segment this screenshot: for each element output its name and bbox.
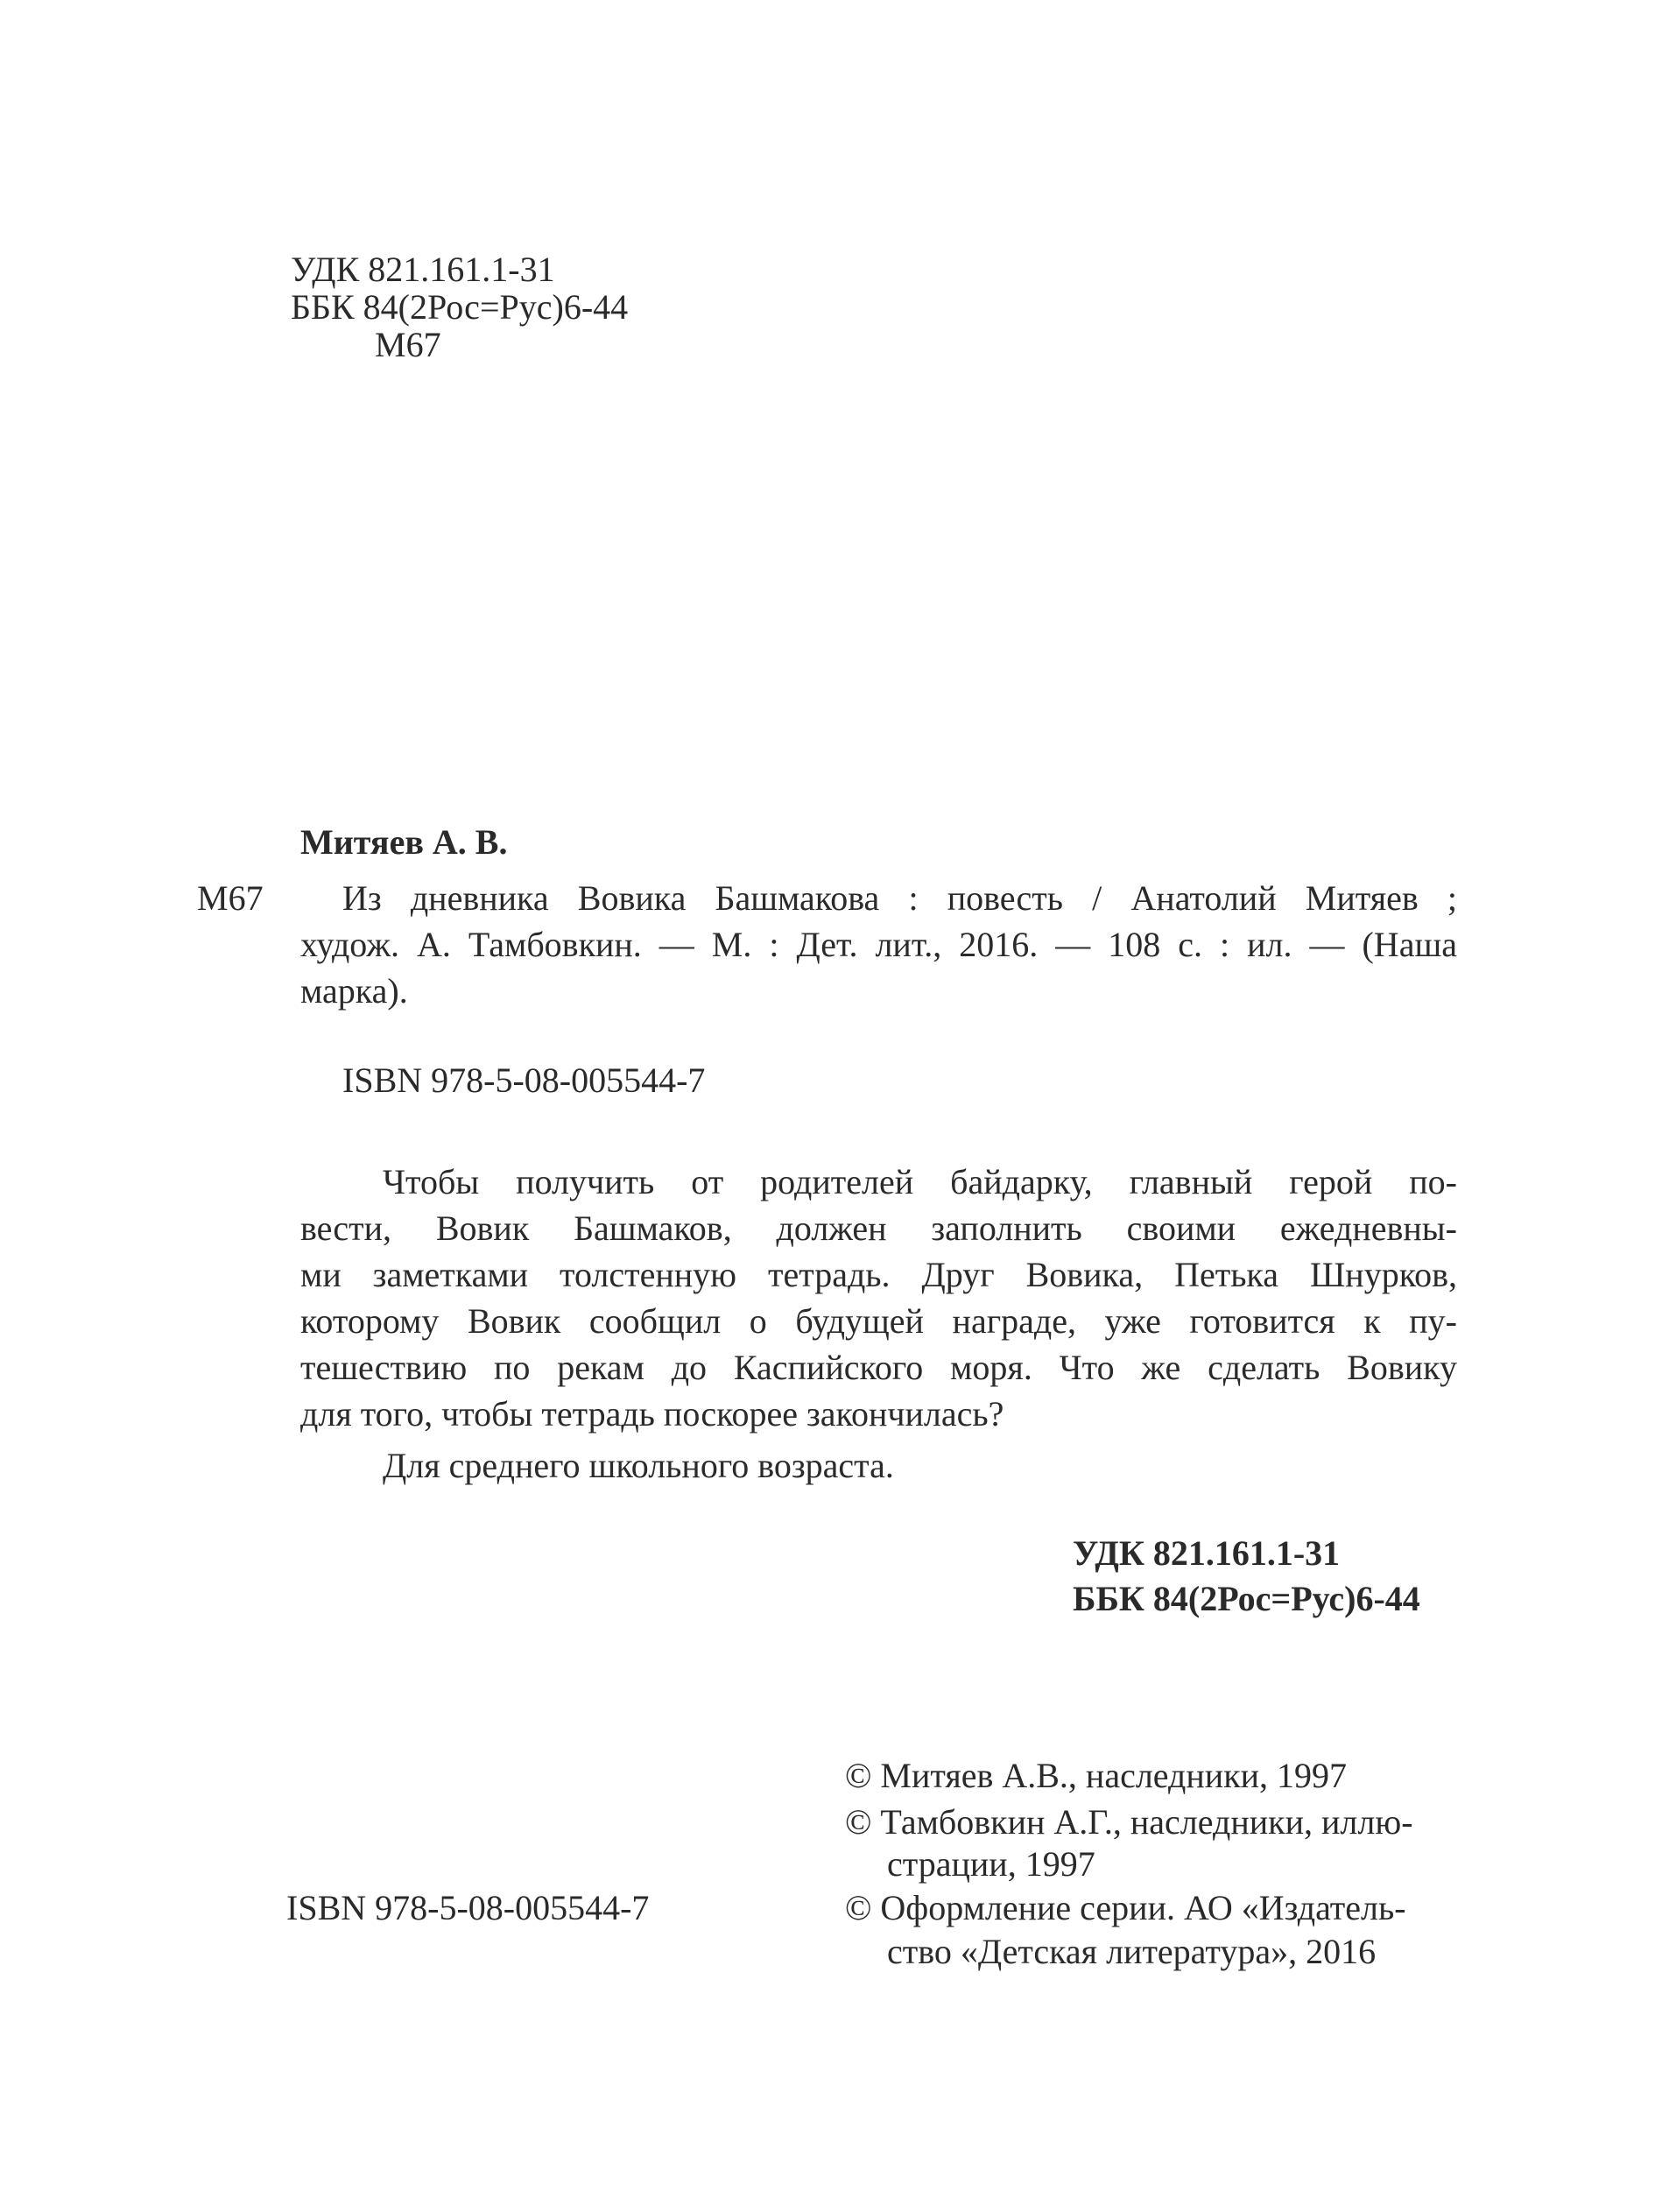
card-udk: УДК 821.161.1-31 [1073, 1533, 1341, 1573]
copyright-line-2: © Тамбовкин А.Г., наследники, иллю- [845, 1802, 1413, 1842]
card-author-mark: М67 [197, 878, 264, 918]
copyright-line-4: © Оформление серии. АО «Издатель- [845, 1888, 1406, 1927]
annotation-line-3: ми заметками толстенную тетрадь. Друг Вовика, Петька Шнурков, [300, 1255, 1457, 1294]
annotation-line-4: которому Вовик сообщил о будущей награде, уже готовится к пу- [300, 1301, 1457, 1341]
card-bib-line-3: марка). [300, 971, 408, 1011]
annotation-line-1: Чтобы получить от родителей байдарку, главный герой по- [383, 1162, 1457, 1201]
card-isbn: ISBN 978-5-08-005544-7 [342, 1060, 706, 1100]
top-bbk: ББК 84(2Рос=Рус)6-44 [291, 287, 629, 327]
card-bib-line-1: Из дневника Вовика Башмакова : повесть / Анатолий Митяев ; [342, 878, 1457, 918]
card-author: Митяев А. В. [300, 822, 508, 862]
footer-isbn: ISBN 978-5-08-005544-7 [286, 1888, 650, 1927]
card-bbk: ББК 84(2Рос=Рус)6-44 [1073, 1579, 1420, 1618]
annotation-line-5: тешествию по рекам до Каспийского моря. Что же сделать Вовику [300, 1348, 1457, 1387]
copyright-line-3: страции, 1997 [887, 1844, 1095, 1884]
annotation-line-6: для того, чтобы тетрадь поскорее закончилась? [300, 1394, 1004, 1434]
copyright-line-1: © Митяев А.В., наследники, 1997 [845, 1756, 1348, 1795]
top-author-mark: М67 [375, 325, 441, 364]
copyright-line-5: ство «Детская литература», 2016 [887, 1932, 1377, 1971]
annotation-line-2: вести, Вовик Башмаков, должен заполнить своими ежедневны- [300, 1208, 1457, 1248]
card-bib-line-2: худож. А. Тамбовкин. — М. : Дет. лит., 2016. — 108 с. : ил. — (Наша [300, 925, 1457, 964]
card-audience: Для среднего школьного возраста. [383, 1446, 894, 1485]
top-udk: УДК 821.161.1-31 [291, 250, 555, 289]
